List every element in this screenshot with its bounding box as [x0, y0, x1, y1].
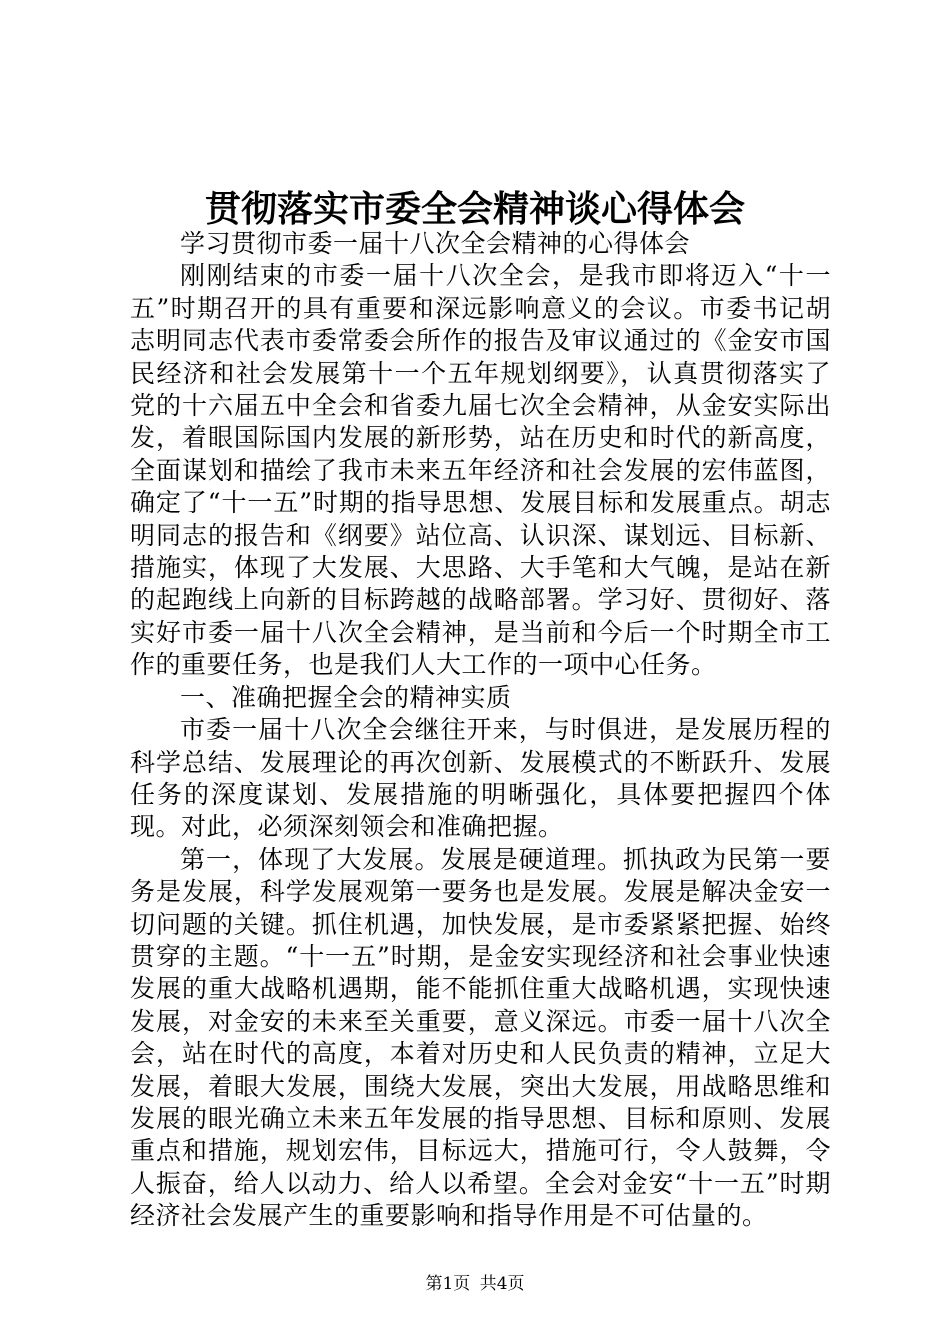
page-total: 共4页 [479, 1274, 525, 1294]
document-title: 贯彻落实市委全会精神谈心得体会 [204, 188, 745, 230]
subtitle-paragraph: 学习贯彻市委一届十八次全会精神的心得体会 [180, 229, 691, 258]
body-paragraph: 第一，体现了大发展。发展是硬道理。抓执政为民第一要务是发展，科学发展观第一要务也是发展。发展是解决金安一切问题的关键。抓住机遇，加快发展，是市委紧紧把握、始终贯穿的主题。“十一五”时期，是金安实现经济和社会事业快速发展的重大战略机遇期，能不能抓住重大战略机遇，实现快速发展，对金安的未来至关重要，意义深远。市委一届十八次全会，站在时代的高度，本着对历史和人民负责的精神，立足大发展，着眼大发展，围绕大发展，突出大发展，用战略思维和发展的眼光确立未来五年发展的指导思想、目标和原则、发展重点和措施，规划宏伟，目标远大，措施可行，令人鼓舞，令人振奋，给人以动力、给人以希望。全会对金安“十一五”时期经济社会发展产生的重要影响和指导作用是不可估量的。 [130, 844, 831, 1231]
body-paragraph: 刚刚结束的市委一届十八次全会，是我市即将迈入“十一五”时期召开的具有重要和深远影响意义的会议。市委书记胡志明同志代表市委常委会所作的报告及审议通过的《金安市国民经济和社会发展第十一个五年规划纲要》，认真贯彻落实了党的十六届五中全会和省委九届七次全会精神，从金安实际出发，着眼国际国内发展的新形势，站在历史和时代的新高度，全面谋划和描绘了我市未来五年经济和社会发展的宏伟蓝图，确定了“十一五”时期的指导思想、发展目标和发展重点。胡志明同志的报告和《纲要》站位高、认识深、谋划远、目标新、措施实，体现了大发展、大思路、大手笔和大气魄，是站在新的起跑线上向新的目标跨越的战略部署。学习好、贯彻好、落实好市委一届十八次全会精神，是当前和今后一个时期全市工作的重要任务，也是我们人大工作的一项中心任务。 [130, 261, 831, 680]
document-body [130, 228, 831, 1233]
page-footer [0, 1272, 950, 1296]
section-heading: 一、准确把握全会的精神实质 [180, 682, 512, 712]
body-paragraph: 市委一届十八次全会继往开来，与时俱进，是发展历程的科学总结、发展理论的再次创新、发展模式的不断跃升、发展任务的深度谋划、发展措施的明晰强化，具体要把握四个体现。对此，必须深刻领会和准确把握。 [130, 715, 831, 842]
page-number: 第1页 [425, 1274, 471, 1294]
